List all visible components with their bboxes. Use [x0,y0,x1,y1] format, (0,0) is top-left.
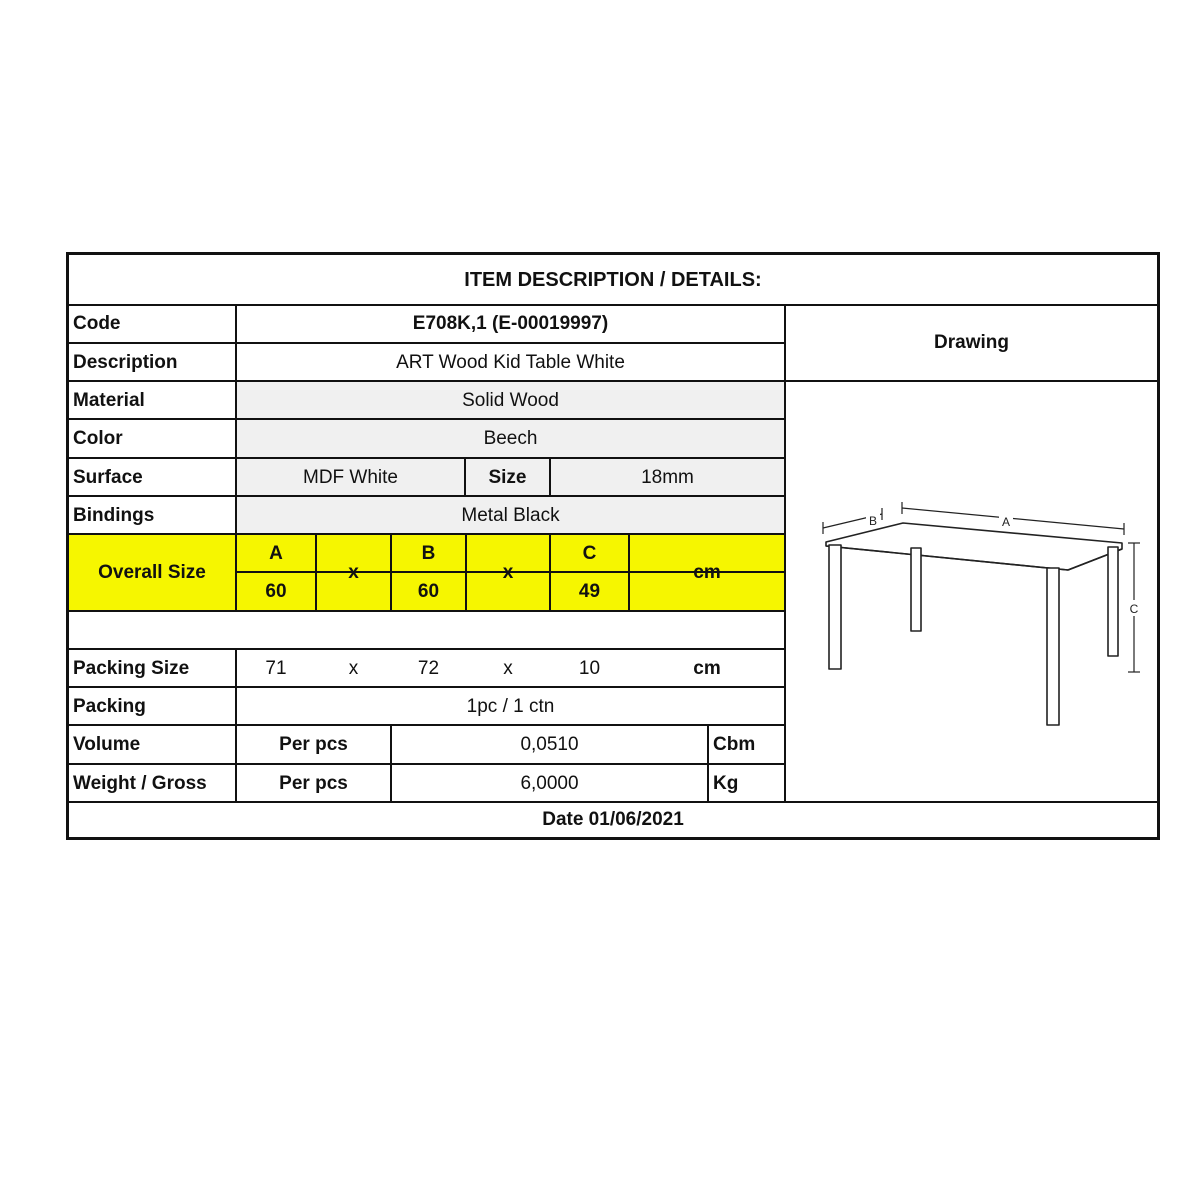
code-label: Code [73,313,121,334]
surface-value: MDF White [303,466,398,488]
description-value: ART Wood Kid Table White [396,351,625,373]
volume-label: Volume [73,733,141,755]
color-value: Beech [483,427,538,449]
overall-size-label: Overall Size [98,561,206,583]
footer-date: Date 01/06/2021 [542,809,684,830]
packing-size-label: Packing Size [73,657,190,679]
overall-a-label: A [269,542,283,564]
table-drawing [786,382,1157,799]
overall-x1: x [348,561,359,583]
material-value: Solid Wood [462,389,559,411]
bindings-label: Bindings [73,504,155,526]
volume-unit: Cbm [713,733,756,755]
size-label: Size [488,466,527,488]
overall-b-value: 60 [417,580,440,602]
table-top [826,523,1122,570]
table-leg-front-right [1047,568,1059,725]
table-leg-front-left [829,545,841,669]
sheet-title: ITEM DESCRIPTION / DETAILS: [464,268,762,291]
packing-label: Packing [73,695,146,717]
packing-size-x2: x [503,657,513,679]
bindings-value: Metal Black [461,504,560,526]
weight-per: Per pcs [279,772,348,794]
dim-label-a: A [1001,515,1011,529]
size-value: 18mm [641,466,694,488]
spec-sheet [66,252,1160,840]
volume-per: Per pcs [279,733,348,755]
weight-value: 6,0000 [520,772,579,794]
overall-b-label: B [421,542,436,564]
description-label: Description [73,351,178,373]
surface-label: Surface [73,466,143,488]
color-label: Color [73,427,123,449]
code-value: E708K,1 (E-00019997) [412,313,609,334]
material-label: Material [73,389,145,411]
dim-label-c: C [1129,602,1139,616]
packing-size-b: 72 [417,657,440,679]
overall-c-value: 49 [578,580,601,602]
overall-x2: x [502,561,514,583]
weight-label: Weight / Gross [73,772,207,794]
packing-size-c: 10 [578,657,601,679]
packing-size-a: 71 [265,657,287,679]
packing-size-x1: x [348,657,359,679]
overall-a-value: 60 [265,580,287,602]
weight-unit: Kg [713,772,739,794]
packing-value: 1pc / 1 ctn [466,695,555,717]
overall-c-label: C [582,542,597,564]
table-leg-back-right [1108,547,1118,656]
packing-size-unit: cm [693,657,721,679]
volume-value: 0,0510 [520,733,579,755]
dim-label-b: B [868,514,878,528]
drawing-label: Drawing [934,332,1009,353]
table-leg-back-left [911,548,921,631]
overall-unit: cm [693,561,721,583]
